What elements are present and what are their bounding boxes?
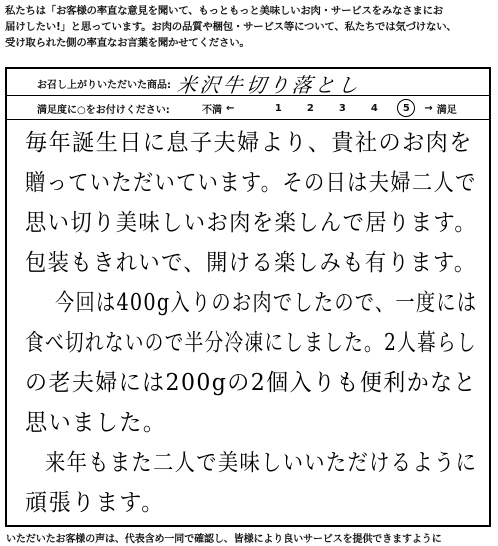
product-value: 米沢牛切り落とし — [175, 73, 363, 97]
rating-option-3: 3 — [338, 102, 346, 114]
rating-row — [7, 96, 489, 120]
rating-option-1: 1 — [274, 102, 282, 114]
product-label: お召し上がりいただいた商品: — [37, 80, 171, 91]
rating-option-4: 4 — [370, 102, 378, 114]
comment-line: 毎年誕生日に息子夫婦より、貴社のお肉を — [25, 130, 473, 156]
comment-line: 頑張ります。 — [25, 490, 165, 516]
rating-option-2: 2 — [306, 102, 314, 114]
comment-line: 贈っていただいています。その日は夫婦二人で — [25, 170, 477, 196]
rating-scale — [202, 99, 461, 117]
intro-text: 私たちは「お客様の率直な意見を聞いて、もっともっと美味しいお肉・サービスをみなさまにお 届けしたい!」と思っています。お肉の品質や梱包・サービス等について、私たちでは気づけない、 受け取られた側の率直なお言葉を聞かせてください。 — [5, 5, 457, 49]
rating-label: 満足度に○をお付けください: — [37, 105, 170, 116]
comment-line: 包装もきれいで、開ける楽しみも有ります。 — [25, 250, 477, 276]
comment-line: 来年もまた二人で美味しいいただけるように — [45, 450, 478, 476]
rating-high-label: 満足 — [436, 104, 457, 116]
product-row — [7, 69, 489, 96]
footer-text: いただいたお客様の声は、代表含め一同で確認し、皆様により良いサービスを提供できますように — [6, 534, 442, 545]
feedback-card — [5, 67, 491, 527]
comment-line: の老夫婦には200gの2個入りも便利かなと — [25, 370, 477, 396]
comment-line: 食べ切れないので半分冷凍にしました。2人暮らし — [25, 330, 477, 356]
arrow-right-icon: → — [424, 102, 433, 114]
comment-line: 今回は400g入りのお肉でしたので、一度には — [55, 290, 478, 316]
comment-area — [7, 120, 489, 525]
comment-line: 思いました。 — [25, 410, 167, 436]
arrow-left-icon: ← — [226, 102, 235, 114]
comment-line: 思い切り美味しいお肉を楽しんで居ります。 — [25, 210, 478, 236]
rating-low-label: 不満 — [202, 104, 222, 116]
rating-option-5-selected: 5 — [390, 103, 422, 114]
